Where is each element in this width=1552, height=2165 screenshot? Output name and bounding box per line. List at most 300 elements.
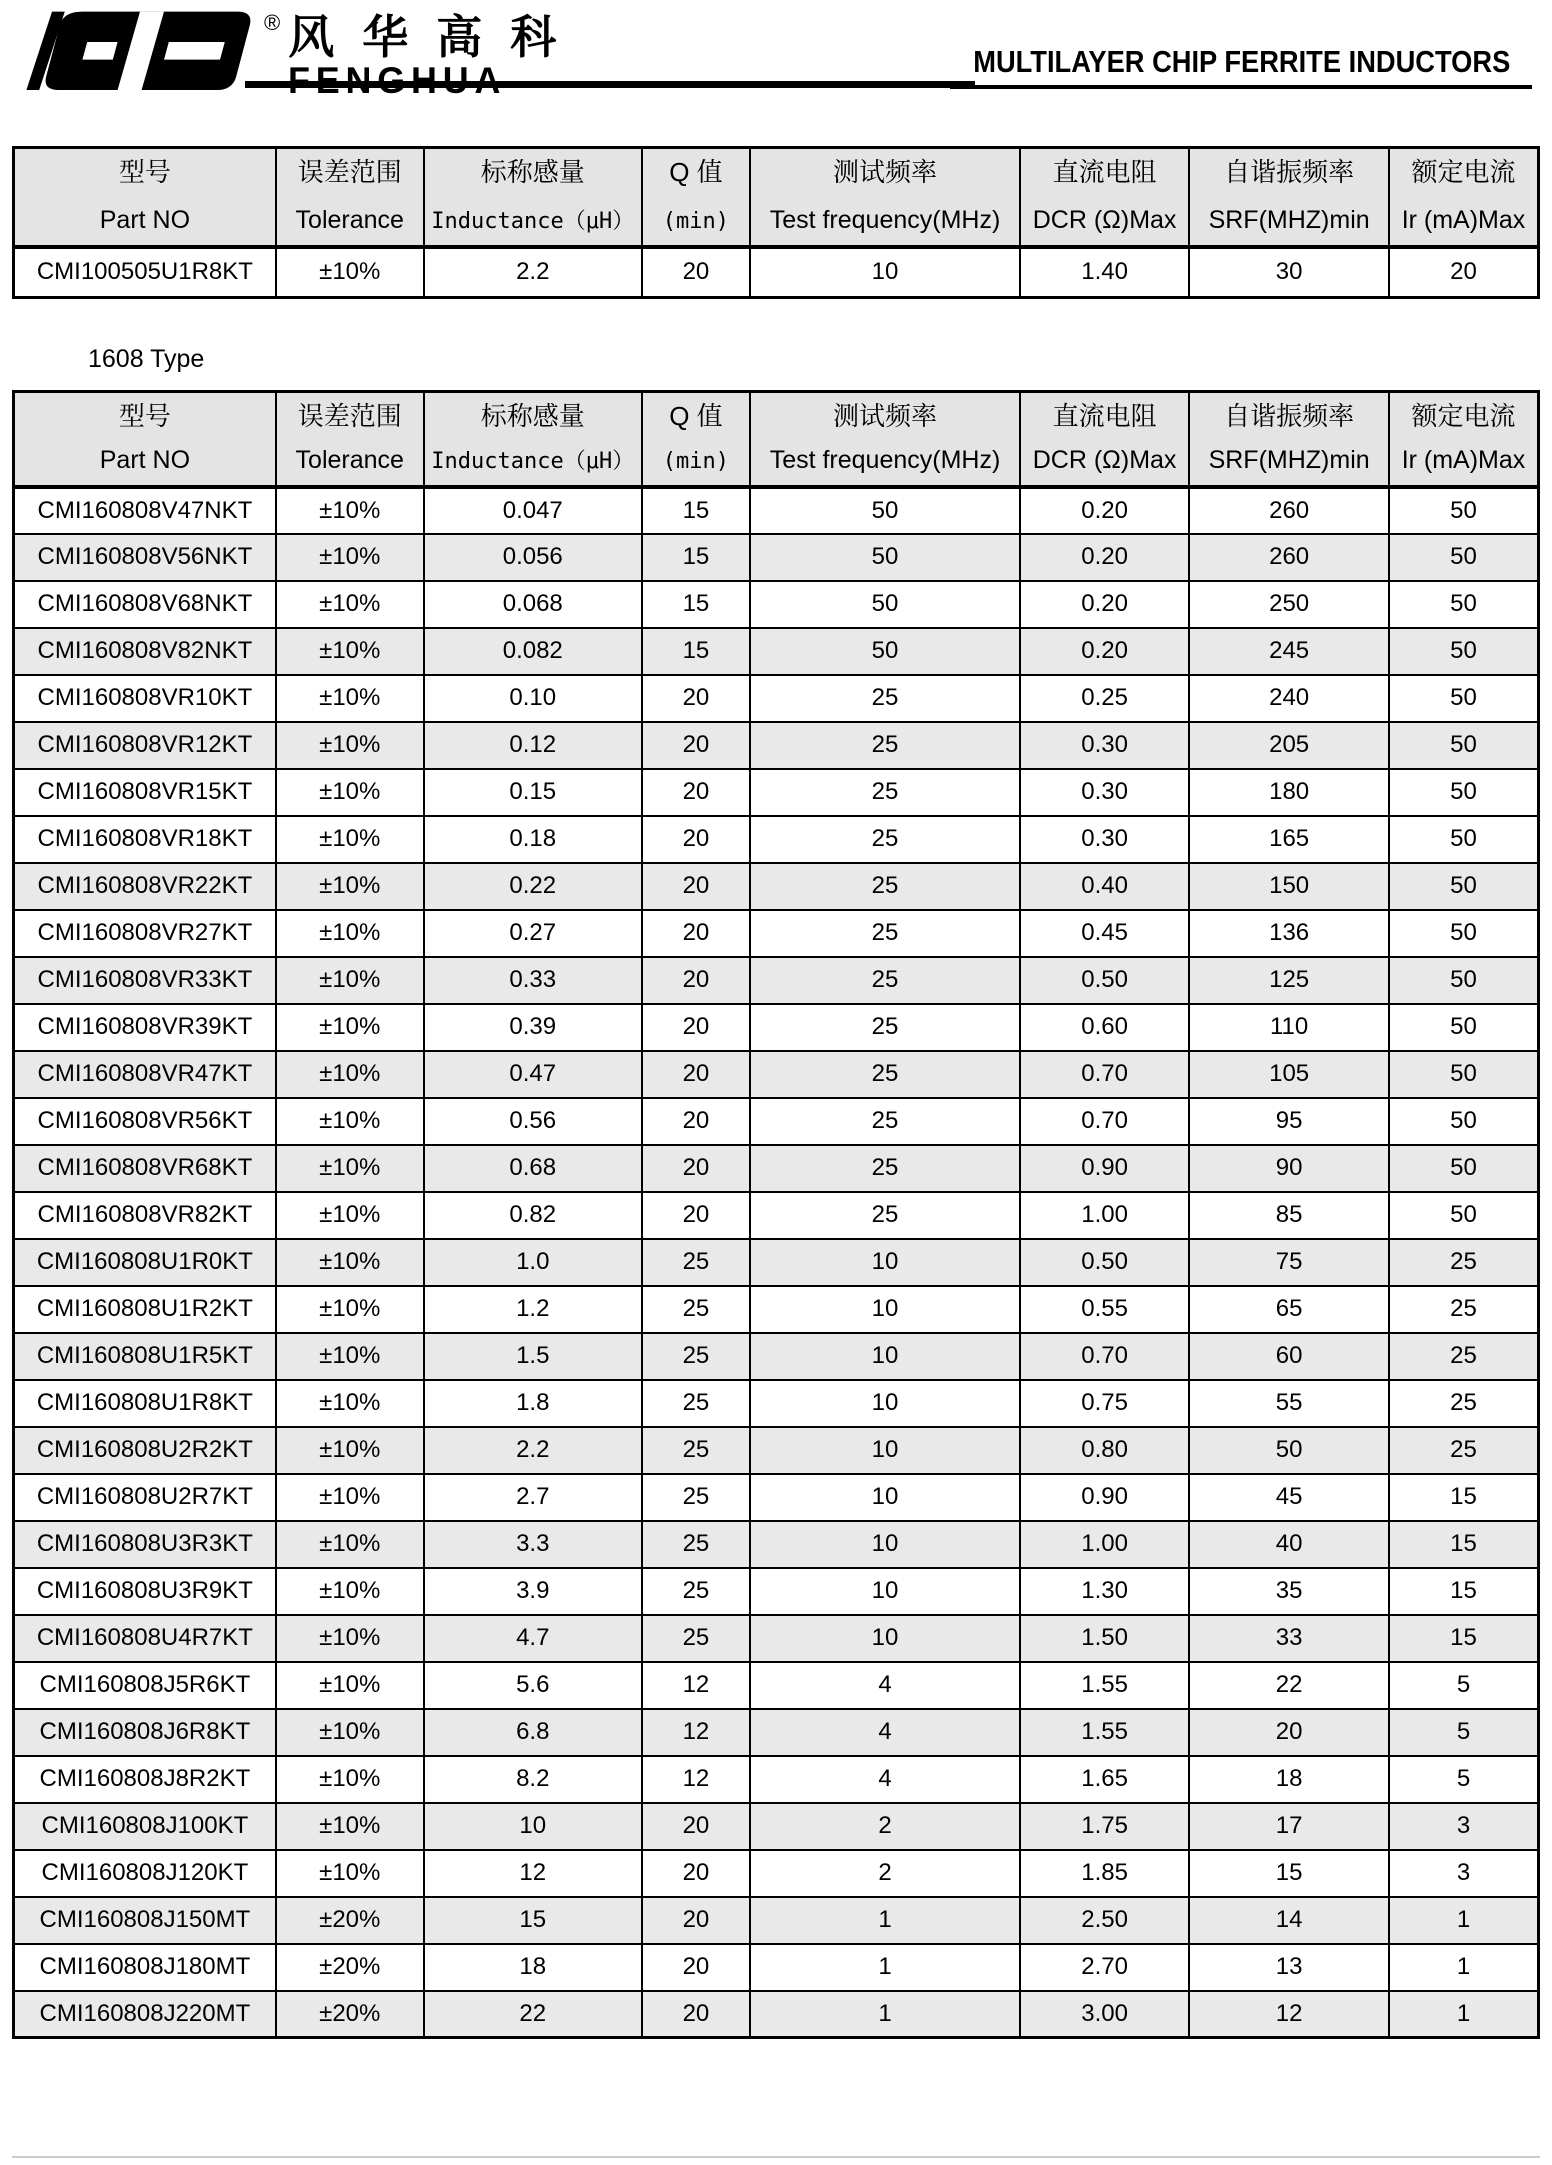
spec-cell: 0.80 <box>1020 1427 1189 1474</box>
spec-cell: 205 <box>1189 722 1389 769</box>
spec-cell: 25 <box>1389 1333 1539 1380</box>
spec-cell: 1.55 <box>1020 1662 1189 1709</box>
spec-cell: 14 <box>1189 1897 1389 1944</box>
spec-cell: 250 <box>1189 581 1389 628</box>
table-row <box>14 910 1539 957</box>
part-no-cell: CMI160808VR27KT <box>14 910 276 957</box>
spec-cell: 25 <box>750 957 1020 1004</box>
col-header-en: Part NO <box>99 206 191 234</box>
spec-cell: 1.8 <box>424 1380 642 1427</box>
spec-cell: 4 <box>750 1756 1020 1803</box>
spec-cell: 15 <box>642 487 750 534</box>
spec-cell: 1 <box>1389 1897 1539 1944</box>
spec-cell: 0.70 <box>1020 1333 1189 1380</box>
registered-trademark-icon: ® <box>264 10 281 35</box>
spec-cell: 25 <box>750 1192 1020 1239</box>
spec-cell: 10 <box>424 1803 642 1850</box>
spec-cell: 50 <box>1389 675 1539 722</box>
spec-cell: 50 <box>1389 534 1539 581</box>
spec-cell: 2.2 <box>424 1427 642 1474</box>
spec-cell: 240 <box>1189 675 1389 722</box>
spec-cell: 1 <box>750 1944 1020 1991</box>
col-header-en: Test frequency(MHz) <box>769 206 1001 234</box>
spec-cell: 110 <box>1189 1004 1389 1051</box>
col-header-inductance <box>424 148 642 248</box>
spec-cell: 20 <box>642 247 750 297</box>
spec-cell: 50 <box>1389 1192 1539 1239</box>
spec-cell: 25 <box>1389 1380 1539 1427</box>
table-row <box>14 1333 1539 1380</box>
table-row <box>14 1709 1539 1756</box>
spec-cell: 10 <box>750 1615 1020 1662</box>
col-header-test-frequency <box>750 391 1020 487</box>
spec-cell: ±10% <box>276 1615 424 1662</box>
spec-cell: 20 <box>642 1991 750 2038</box>
spec-cell: 20 <box>642 863 750 910</box>
spec-cell: ±10% <box>276 1850 424 1897</box>
col-header-cn: 型号 <box>118 400 171 431</box>
header-rule-thick <box>245 81 975 88</box>
spec-cell: 4 <box>750 1709 1020 1756</box>
spec-cell: 0.22 <box>424 863 642 910</box>
spec-cell: 45 <box>1189 1474 1389 1521</box>
spec-cell: 33 <box>1189 1615 1389 1662</box>
spec-cell: 1.2 <box>424 1286 642 1333</box>
spec-cell: 0.68 <box>424 1145 642 1192</box>
table-row <box>14 628 1539 675</box>
spec-cell: 10 <box>750 1286 1020 1333</box>
spec-cell: 3 <box>1389 1803 1539 1850</box>
spec-cell: ±10% <box>276 675 424 722</box>
table-row <box>14 1192 1539 1239</box>
spec-cell: 10 <box>750 1474 1020 1521</box>
table-row <box>14 1380 1539 1427</box>
spec-cell: 50 <box>1389 581 1539 628</box>
spec-cell: ±10% <box>276 1521 424 1568</box>
spec-cell: 17 <box>1189 1803 1389 1850</box>
table-row <box>14 1991 1539 2038</box>
part-no-cell: CMI160808U1R0KT <box>14 1239 276 1286</box>
spec-cell: 0.20 <box>1020 487 1189 534</box>
summary-table-body <box>14 247 1539 297</box>
spec-cell: 180 <box>1189 769 1389 816</box>
spec-cell: 50 <box>1389 1004 1539 1051</box>
col-header-en: Test frequency(MHz) <box>769 445 1001 474</box>
spec-cell: 165 <box>1189 816 1389 863</box>
col-header-cn: 误差范围 <box>297 157 402 187</box>
spec-cell: 5.6 <box>424 1662 642 1709</box>
spec-cell: 25 <box>750 1004 1020 1051</box>
part-no-cell: CMI160808VR82KT <box>14 1192 276 1239</box>
spec-cell: 12 <box>1189 1991 1389 2038</box>
col-header-cn: 直流电阻 <box>1052 400 1157 431</box>
spec-cell: 22 <box>424 1991 642 2038</box>
spec-cell: 0.18 <box>424 816 642 863</box>
part-no-cell: CMI160808U1R8KT <box>14 1380 276 1427</box>
spec-cell: 50 <box>1389 863 1539 910</box>
table-row <box>14 1803 1539 1850</box>
spec-cell: 0.39 <box>424 1004 642 1051</box>
spec-cell: ±10% <box>276 1803 424 1850</box>
table-row <box>14 1004 1539 1051</box>
fenghua-logo-mark <box>20 8 260 92</box>
col-header-srf <box>1189 148 1389 248</box>
spec-cell: 1 <box>750 1991 1020 2038</box>
spec-cell: 50 <box>1189 1427 1389 1474</box>
spec-cell: 5 <box>1389 1756 1539 1803</box>
spec-cell: 0.33 <box>424 957 642 1004</box>
spec-cell: 35 <box>1189 1568 1389 1615</box>
table-row <box>14 675 1539 722</box>
spec-cell: 20 <box>642 769 750 816</box>
spec-cell: 245 <box>1189 628 1389 675</box>
spec-cell: 6.8 <box>424 1709 642 1756</box>
col-header-rated-current <box>1389 391 1539 487</box>
spec-cell: 25 <box>642 1427 750 1474</box>
col-header-rated-current <box>1389 148 1539 248</box>
spec-cell: 20 <box>642 1145 750 1192</box>
col-header-dcr <box>1020 391 1189 487</box>
spec-cell: ±10% <box>276 910 424 957</box>
spec-cell: 20 <box>642 957 750 1004</box>
table-row <box>14 1474 1539 1521</box>
spec-cell: 20 <box>1189 1709 1389 1756</box>
spec-cell: 12 <box>642 1709 750 1756</box>
spec-cell: ±10% <box>276 1380 424 1427</box>
spec-cell: ±10% <box>276 1051 424 1098</box>
spec-cell: 25 <box>642 1286 750 1333</box>
brand-name-cn: 风华高科 <box>288 11 585 63</box>
spec-cell: 55 <box>1189 1380 1389 1427</box>
parts-table-body <box>14 487 1539 2038</box>
table-row <box>14 581 1539 628</box>
spec-cell: 25 <box>642 1568 750 1615</box>
spec-cell: 0.82 <box>424 1192 642 1239</box>
part-no-cell: CMI160808J220MT <box>14 1991 276 2038</box>
spec-cell: 25 <box>750 1145 1020 1192</box>
spec-cell: 0.90 <box>1020 1145 1189 1192</box>
spec-cell: 40 <box>1189 1521 1389 1568</box>
spec-cell: 15 <box>642 534 750 581</box>
spec-cell: 20 <box>642 1944 750 1991</box>
spec-cell: 2.70 <box>1020 1944 1189 1991</box>
part-no-cell: CMI160808U3R3KT <box>14 1521 276 1568</box>
spec-cell: 3.9 <box>424 1568 642 1615</box>
table-row <box>14 487 1539 534</box>
table-row <box>14 816 1539 863</box>
spec-cell: 1.40 <box>1020 247 1189 297</box>
part-no-cell: CMI160808J100KT <box>14 1803 276 1850</box>
spec-cell: 25 <box>750 675 1020 722</box>
spec-cell: 0.90 <box>1020 1474 1189 1521</box>
header-rule-thin <box>950 85 1532 89</box>
spec-cell: 1 <box>1389 1991 1539 2038</box>
spec-cell: 0.20 <box>1020 628 1189 675</box>
spec-cell: 0.40 <box>1020 863 1189 910</box>
spec-cell: ±10% <box>276 247 424 297</box>
spec-cell: 0.30 <box>1020 769 1189 816</box>
spec-cell: 25 <box>750 910 1020 957</box>
table-row <box>14 1145 1539 1192</box>
document-title: MULTILAYER CHIP FERRITE INDUCTORS <box>972 44 1510 79</box>
spec-cell: 10 <box>750 1568 1020 1615</box>
col-header-cn: 型号 <box>118 157 171 187</box>
table-row <box>14 1568 1539 1615</box>
spec-cell: 1.55 <box>1020 1709 1189 1756</box>
spec-cell: 85 <box>1189 1192 1389 1239</box>
spec-cell: 0.12 <box>424 722 642 769</box>
spec-cell: 15 <box>1389 1521 1539 1568</box>
spec-cell: 10 <box>750 247 1020 297</box>
table-row <box>14 863 1539 910</box>
spec-cell: 0.75 <box>1020 1380 1189 1427</box>
spec-cell: 50 <box>1389 769 1539 816</box>
col-header-en: SRF(MHZ)min <box>1208 445 1370 474</box>
spec-cell: 50 <box>750 581 1020 628</box>
spec-cell: ±10% <box>276 1427 424 1474</box>
spec-cell: ±10% <box>276 1756 424 1803</box>
part-no-cell: CMI160808VR12KT <box>14 722 276 769</box>
spec-cell: ±10% <box>276 487 424 534</box>
col-header-en: DCR (Ω)Max <box>1032 445 1177 474</box>
col-header-cn: 自谐振频率 <box>1224 400 1355 431</box>
spec-cell: 4 <box>750 1662 1020 1709</box>
spec-cell: 0.082 <box>424 628 642 675</box>
spec-cell: 75 <box>1189 1239 1389 1286</box>
col-header-test-frequency <box>750 148 1020 248</box>
part-no-cell: CMI160808V82NKT <box>14 628 276 675</box>
spec-cell: 22 <box>1189 1662 1389 1709</box>
part-no-cell: CMI160808VR39KT <box>14 1004 276 1051</box>
spec-cell: ±10% <box>276 1709 424 1756</box>
col-header-srf <box>1189 391 1389 487</box>
part-no-cell: CMI160808V68NKT <box>14 581 276 628</box>
table-row <box>14 957 1539 1004</box>
spec-cell: 15 <box>1389 1615 1539 1662</box>
table-row <box>14 1286 1539 1333</box>
spec-cell: 50 <box>1389 910 1539 957</box>
spec-cell: ±10% <box>276 1239 424 1286</box>
col-header-cn: 测试频率 <box>833 157 938 187</box>
spec-cell: 0.30 <box>1020 722 1189 769</box>
spec-cell: 20 <box>642 1098 750 1145</box>
spec-cell: 20 <box>642 722 750 769</box>
spec-cell: 0.30 <box>1020 816 1189 863</box>
spec-cell: 1.5 <box>424 1333 642 1380</box>
table-row <box>14 1521 1539 1568</box>
spec-cell: 50 <box>750 628 1020 675</box>
spec-cell: ±10% <box>276 1004 424 1051</box>
spec-cell: 125 <box>1189 957 1389 1004</box>
spec-cell: ±10% <box>276 1192 424 1239</box>
part-no-cell: CMI160808J120KT <box>14 1850 276 1897</box>
parts-table-1608 <box>12 390 1540 2040</box>
spec-cell: 18 <box>1189 1756 1389 1803</box>
spec-cell: 105 <box>1189 1051 1389 1098</box>
spec-cell: 0.068 <box>424 581 642 628</box>
spec-cell: 25 <box>1389 1239 1539 1286</box>
table-row <box>14 1850 1539 1897</box>
spec-cell: 3 <box>1389 1850 1539 1897</box>
spec-cell: 0.056 <box>424 534 642 581</box>
spec-cell: ±10% <box>276 1568 424 1615</box>
col-header-en: Ir (mA)Max <box>1401 445 1526 474</box>
col-header-q-min <box>642 148 750 248</box>
spec-cell: 5 <box>1389 1662 1539 1709</box>
spec-cell: 20 <box>1389 247 1539 297</box>
spec-cell: 1.00 <box>1020 1192 1189 1239</box>
spec-cell: 1.75 <box>1020 1803 1189 1850</box>
col-header-tolerance <box>276 391 424 487</box>
spec-cell: 50 <box>750 487 1020 534</box>
part-no-cell: CMI160808VR68KT <box>14 1145 276 1192</box>
spec-cell: 25 <box>750 722 1020 769</box>
spec-cell: 10 <box>750 1427 1020 1474</box>
spec-cell: 50 <box>1389 1145 1539 1192</box>
col-header-cn: 测试频率 <box>833 400 938 431</box>
spec-cell: ±10% <box>276 769 424 816</box>
spec-cell: 3.3 <box>424 1521 642 1568</box>
spec-cell: 0.20 <box>1020 581 1189 628</box>
spec-cell: 2 <box>750 1850 1020 1897</box>
spec-cell: 136 <box>1189 910 1389 957</box>
col-header-en: Ir (mA)Max <box>1401 206 1526 234</box>
part-no-cell: CMI160808VR47KT <box>14 1051 276 1098</box>
col-header-en: Inductance（μH） <box>431 448 635 474</box>
spec-cell: 1.85 <box>1020 1850 1189 1897</box>
part-no-cell: CMI160808U1R2KT <box>14 1286 276 1333</box>
spec-cell: 10 <box>750 1239 1020 1286</box>
col-header-cn: 标称感量 <box>480 157 585 187</box>
spec-cell: ±10% <box>276 1662 424 1709</box>
table-row <box>14 1756 1539 1803</box>
part-no-cell: CMI160808U3R9KT <box>14 1568 276 1615</box>
spec-cell: 0.25 <box>1020 675 1189 722</box>
spec-cell: 20 <box>642 1051 750 1098</box>
spec-cell: ±10% <box>276 1145 424 1192</box>
spec-cell: 0.27 <box>424 910 642 957</box>
spec-cell: 3.00 <box>1020 1991 1189 2038</box>
col-header-dcr <box>1020 148 1189 248</box>
spec-cell: 1.00 <box>1020 1521 1189 1568</box>
spec-cell: 0.60 <box>1020 1004 1189 1051</box>
part-no-cell: CMI160808VR18KT <box>14 816 276 863</box>
part-no-cell: CMI160808U2R2KT <box>14 1427 276 1474</box>
spec-cell: 0.10 <box>424 675 642 722</box>
spec-cell: 30 <box>1189 247 1389 297</box>
spec-cell: 150 <box>1189 863 1389 910</box>
col-header-en: Inductance（μH） <box>431 209 635 234</box>
col-header-en: Part NO <box>99 445 191 474</box>
spec-cell: 1 <box>1389 1944 1539 1991</box>
spec-cell: 260 <box>1189 487 1389 534</box>
spec-cell: 20 <box>642 1897 750 1944</box>
spec-cell: 25 <box>642 1239 750 1286</box>
spec-cell: ±10% <box>276 581 424 628</box>
part-no-cell: CMI160808U4R7KT <box>14 1615 276 1662</box>
spec-cell: 10 <box>750 1521 1020 1568</box>
col-header-inductance <box>424 391 642 487</box>
spec-cell: ±10% <box>276 722 424 769</box>
spec-cell: 25 <box>642 1615 750 1662</box>
spec-cell: 95 <box>1189 1098 1389 1145</box>
part-no-cell: CMI160808V56NKT <box>14 534 276 581</box>
table-row <box>14 1051 1539 1098</box>
summary-table-header <box>14 148 1539 248</box>
col-header-cn: Q 值 <box>669 400 723 431</box>
table-row <box>14 1239 1539 1286</box>
spec-cell: 20 <box>642 1004 750 1051</box>
spec-cell: 20 <box>642 910 750 957</box>
spec-cell: 25 <box>1389 1286 1539 1333</box>
spec-cell: 10 <box>750 1380 1020 1427</box>
spec-cell: 50 <box>1389 816 1539 863</box>
part-no-cell: CMI160808VR15KT <box>14 769 276 816</box>
part-no-cell: CMI160808U1R5KT <box>14 1333 276 1380</box>
spec-cell: ±20% <box>276 1991 424 2038</box>
spec-cell: 50 <box>750 534 1020 581</box>
spec-cell: ±10% <box>276 628 424 675</box>
spec-cell: 4.7 <box>424 1615 642 1662</box>
col-header-cn: Q 值 <box>669 157 723 187</box>
spec-cell: 50 <box>1389 628 1539 675</box>
col-header-part-no <box>14 148 276 248</box>
spec-cell: 15 <box>1389 1474 1539 1521</box>
spec-cell: 15 <box>642 581 750 628</box>
spec-cell: 260 <box>1189 534 1389 581</box>
spec-cell: 50 <box>1389 957 1539 1004</box>
table-row <box>14 769 1539 816</box>
page-header <box>0 0 1552 100</box>
spec-cell: 0.55 <box>1020 1286 1189 1333</box>
spec-cell: 0.47 <box>424 1051 642 1098</box>
summary-table <box>12 146 1540 299</box>
col-header-part-no <box>14 391 276 487</box>
spec-cell: 50 <box>1389 1051 1539 1098</box>
spec-cell: 0.50 <box>1020 1239 1189 1286</box>
part-no-cell: CMI160808J180MT <box>14 1944 276 1991</box>
parts-table-header <box>14 391 1539 487</box>
spec-cell: 2.2 <box>424 247 642 297</box>
spec-cell: 25 <box>750 769 1020 816</box>
col-header-en: Tolerance <box>295 206 404 234</box>
spec-cell: 15 <box>1189 1850 1389 1897</box>
spec-cell: ±20% <box>276 1897 424 1944</box>
table-row <box>14 1897 1539 1944</box>
spec-cell: 50 <box>1389 1098 1539 1145</box>
spec-cell: 8.2 <box>424 1756 642 1803</box>
spec-cell: 5 <box>1389 1709 1539 1756</box>
spec-cell: 20 <box>642 1850 750 1897</box>
col-header-cn: 自谐振频率 <box>1224 157 1355 187</box>
spec-cell: 25 <box>642 1380 750 1427</box>
spec-cell: 50 <box>1389 487 1539 534</box>
table-row <box>14 534 1539 581</box>
col-header-cn: 额定电流 <box>1411 400 1516 431</box>
spec-cell: ±10% <box>276 957 424 1004</box>
spec-cell: 18 <box>424 1944 642 1991</box>
spec-cell: 90 <box>1189 1145 1389 1192</box>
col-header-en: DCR (Ω)Max <box>1032 206 1177 234</box>
table-row <box>14 1944 1539 1991</box>
spec-cell: 0.70 <box>1020 1051 1189 1098</box>
spec-cell: 0.047 <box>424 487 642 534</box>
spec-cell: 0.45 <box>1020 910 1189 957</box>
part-no-cell: CMI160808J150MT <box>14 1897 276 1944</box>
spec-cell: 12 <box>642 1756 750 1803</box>
spec-cell: 20 <box>642 1803 750 1850</box>
section-label: 1608 Type <box>88 344 205 373</box>
